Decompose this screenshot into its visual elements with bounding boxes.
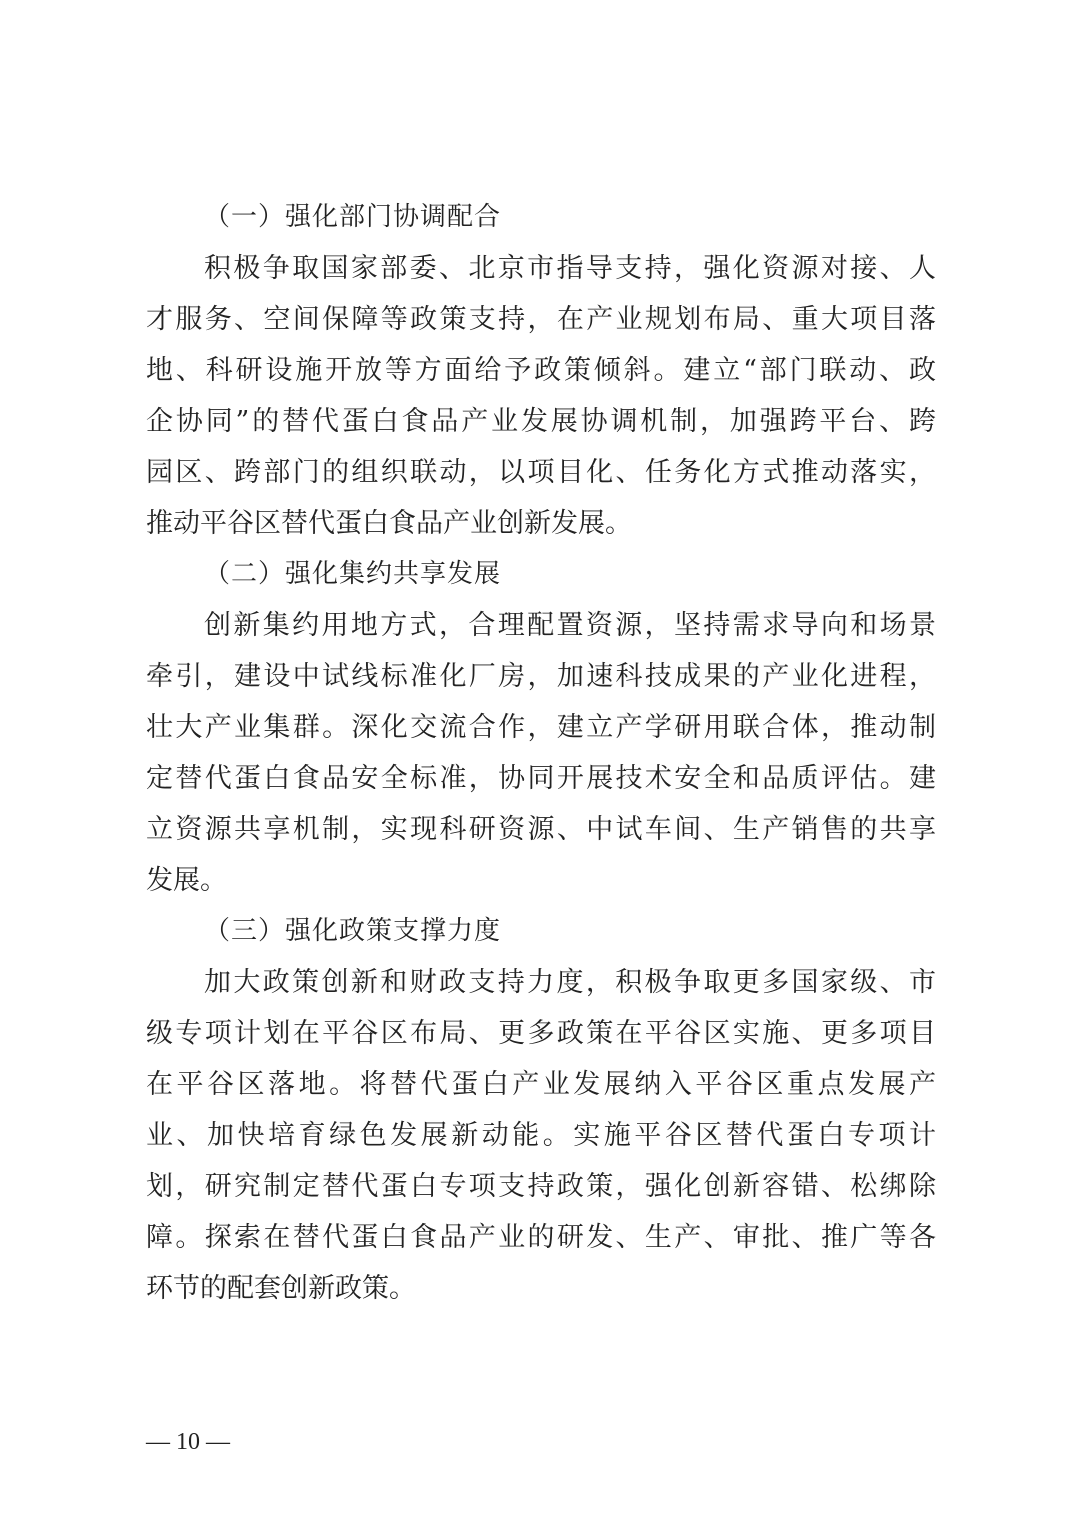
paragraph-line: 级专项计划在平谷区布局、更多政策在平谷区实施、更多项目 xyxy=(146,1018,936,1049)
section-heading: （三）强化政策支撑力度 xyxy=(204,916,502,946)
paragraph-line: 地、科研设施开放等方面给予政策倾斜。建立“部门联动、政 xyxy=(146,355,936,386)
section-heading: （一）强化部门协调配合 xyxy=(204,202,502,232)
paragraph-line: 业、加快培育绿色发展新动能。实施平谷区替代蛋白专项计 xyxy=(146,1120,936,1151)
page-number: — 10 — xyxy=(146,1429,230,1455)
section-1 xyxy=(146,192,936,549)
paragraph-line: 定替代蛋白食品安全标准，协同开展技术安全和品质评估。建 xyxy=(146,763,936,794)
paragraph-line: 积极争取国家部委、北京市指导支持，强化资源对接、人 xyxy=(204,253,936,284)
paragraph-line: 企协同”的替代蛋白食品产业发展协调机制，加强跨平台、跨 xyxy=(146,406,936,437)
paragraph-line: 牵引，建设中试线标准化厂房，加速科技成果的产业化进程， xyxy=(146,661,936,692)
paragraph-line: 才服务、空间保障等政策支持，在产业规划布局、重大项目落 xyxy=(146,304,936,335)
paragraph-line: 加大政策创新和财政支持力度，积极争取更多国家级、市 xyxy=(204,967,936,998)
paragraph-line: 推动平谷区替代蛋白食品产业创新发展。 xyxy=(146,508,632,539)
paragraph-line: 划，研究制定替代蛋白专项支持政策，强化创新容错、松绑除 xyxy=(146,1171,936,1202)
paragraph-line: 立资源共享机制，实现科研资源、中试车间、生产销售的共享 xyxy=(146,814,936,845)
section-3 xyxy=(146,906,936,1314)
section-heading: （二）强化集约共享发展 xyxy=(204,559,502,589)
document-body xyxy=(146,192,936,1314)
paragraph-line: 环节的配套创新政策。 xyxy=(146,1273,416,1304)
paragraph-line: 发展。 xyxy=(146,865,227,896)
paragraph-line: 在平谷区落地。将替代蛋白产业发展纳入平谷区重点发展产 xyxy=(146,1069,936,1100)
section-2 xyxy=(146,549,936,906)
paragraph-line: 园区、跨部门的组织联动，以项目化、任务化方式推动落实， xyxy=(146,457,936,488)
paragraph-line: 障。探索在替代蛋白食品产业的研发、生产、审批、推广等各 xyxy=(146,1222,936,1253)
paragraph-line: 壮大产业集群。深化交流合作，建立产学研用联合体，推动制 xyxy=(146,712,936,743)
paragraph-line: 创新集约用地方式，合理配置资源，坚持需求导向和场景 xyxy=(204,610,936,641)
